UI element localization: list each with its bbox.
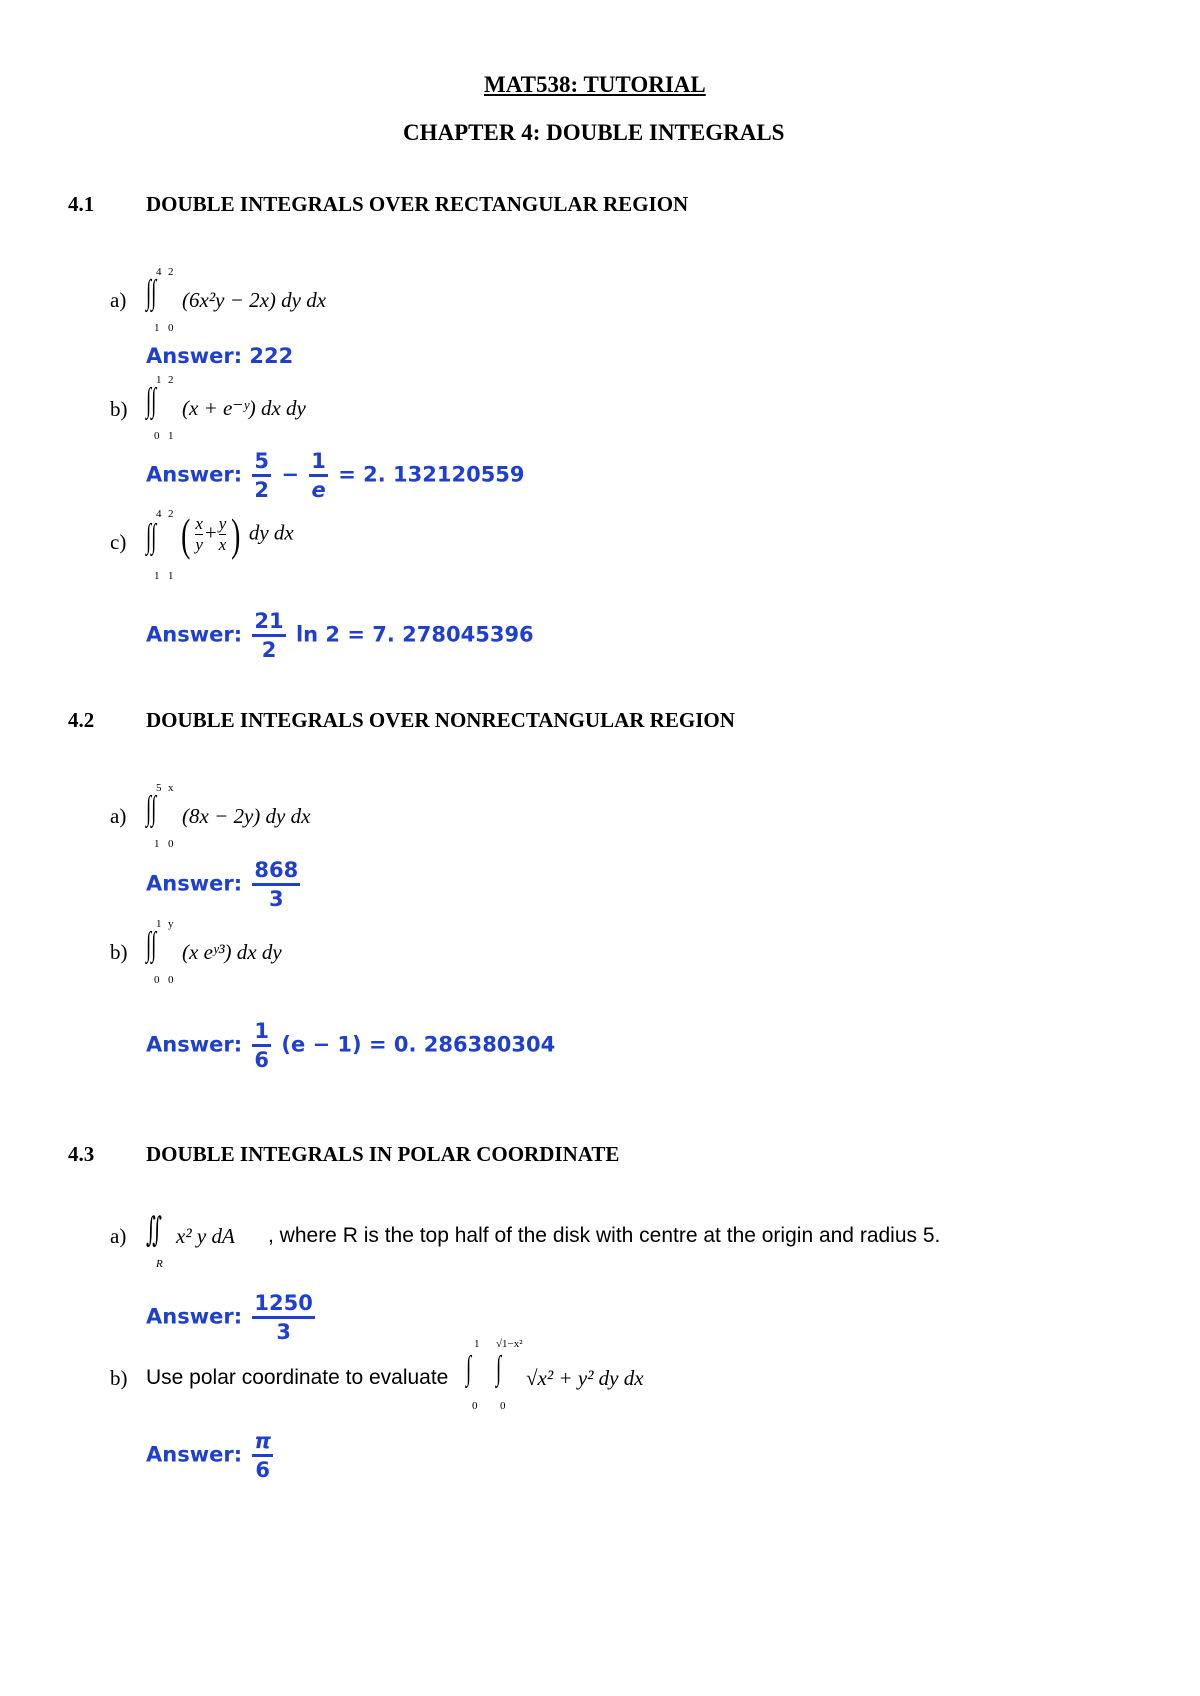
problem-label: c) — [110, 530, 127, 554]
answer: Answer: 222 — [146, 344, 294, 368]
integral-expression: ∫∫ 1 y 0 0 (x eʸ³) dx dy — [146, 918, 282, 986]
section-number: 4.1 — [68, 192, 95, 216]
problem-label: b) — [110, 1366, 128, 1390]
answer: Answer: $\frac{21}{2}$ ln 2 = 7. 278045396 — [146, 609, 534, 662]
problem-text: Use polar coordinate to evaluate — [146, 1366, 449, 1389]
course-title: MAT538: TUTORIAL — [484, 72, 706, 97]
integral-expression: ∫ ∫ 1 √1−x² 0 0 √x² + y² dy dx — [466, 1338, 644, 1412]
section-number: 4.3 — [68, 1142, 95, 1166]
problem-label: a) — [110, 288, 127, 312]
problem-label: a) — [110, 1224, 127, 1248]
answer: Answer: $\frac{1}{6}$ (e − 1) = 0. 286380304 — [146, 1019, 556, 1072]
answer: Answer: $\frac{5}{2}$ − $\frac{1}{e}$ = 2. 132120559 — [146, 449, 525, 502]
integral-expression: ∫∫ 4 2 1 0 (6x²y − 2x) dy dx — [146, 266, 327, 334]
problem-label: b) — [110, 397, 128, 421]
problem-label: a) — [110, 804, 127, 828]
answer: Answer: $\frac{868}{3}$ — [146, 858, 299, 911]
section-title: DOUBLE INTEGRALS OVER NONRECTANGULAR REGION — [146, 708, 735, 732]
integral-expression: ∫∫ 4 2 1 1 ( $\frac{x}{y}$ + $\frac{y}{x}$ ) dy dx — [146, 508, 294, 582]
integral-expression: ∬ R x² y dA , where R is the top half of the disk with centre at the origin and radius 5. — [146, 1212, 941, 1270]
integral-expression: ∫∫ 1 2 0 1 (x + e⁻ʸ) dx dy — [146, 374, 306, 442]
section-number: 4.2 — [68, 708, 95, 732]
chapter-title: CHAPTER 4: DOUBLE INTEGRALS — [403, 120, 785, 145]
integral-expression: ∫∫ 5 x 1 0 (8x − 2y) dy dx — [146, 782, 311, 850]
section-title: DOUBLE INTEGRALS IN POLAR COORDINATE — [146, 1142, 620, 1166]
answer: Answer: $\frac{1250}{3}$ — [146, 1291, 313, 1344]
answer: Answer: $\frac{\pi}{6}$ — [146, 1429, 272, 1482]
problem-text: , where R is the top half of the disk with centre at the origin and radius 5. — [268, 1224, 941, 1247]
problem-label: b) — [110, 940, 128, 964]
section-title: DOUBLE INTEGRALS OVER RECTANGULAR REGION — [146, 192, 689, 216]
